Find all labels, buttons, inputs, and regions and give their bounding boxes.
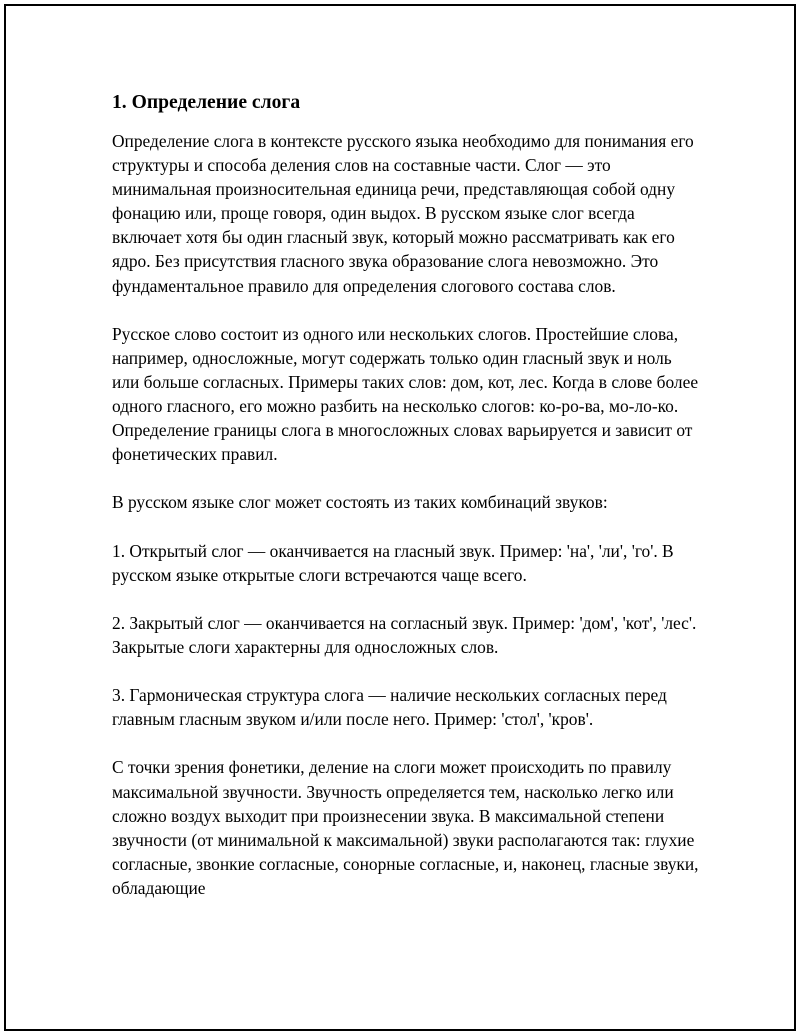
- document-body: [112, 90, 702, 924]
- section-heading: 1. Определение слога: [112, 92, 301, 113]
- paragraph-word-structure: Русское слово состоит из одного или нескольких слогов. Простейшие слова, например, односложные, могут содержать только один гласный звук и ноль или больше согласных. Примеры таких слов: дом, кот, лес. Когда в слове более одного гласного, его можно разбить на несколько слогов: ко-ро-ва, мо-ло-ко. Определение границы слога в многосложных словах варьируется и зависит от фонетических правил.: [112, 323, 699, 465]
- paragraph-sonority-rule: С точки зрения фонетики, деление на слоги может происходить по правилу максимальной звучности. Звучность определяется тем, насколько легко или сложно воздух выходит при произнесении звука. В максимальной степени звучности (от минимальной к максимальной) звуки располагаются так: глухие согласные, звонкие согласные, сонорные согласные, и, наконец, гласные звуки, обладающие: [112, 757, 699, 898]
- list-item-harmonic-structure: 3. Гармоническая структура слога — наличие нескольких согласных перед главным гласным звуком и/или после него. Пример: 'стол', 'кров'.: [112, 685, 667, 730]
- list-item-open-syllable: 1. Открытый слог — оканчивается на гласный звук. Пример: 'на', 'ли', 'го'. В русском языке открытые слоги встречаются чаще всего.: [112, 540, 674, 585]
- paragraph-syllable-definition: Определение слога в контексте русского языка необходимо для понимания его структуры и способа деления слов на составные части. Слог — это минимальная произносительная единица речи, представляющая собой одну фонацию или, проще говоря, один выдох. В русском языке слог всегда включает хотя бы один гласный звук, который можно рассматривать как его ядро. Без присутствия гласного звука образование слога невозможно. Это фундаментальное правило для определения слогового состава слов.: [112, 131, 694, 296]
- list-item-closed-syllable: 2. Закрытый слог — оканчивается на согласный звук. Пример: 'дом', 'кот', 'лес'. Закрытые слоги характерны для односложных слов.: [112, 612, 697, 657]
- paragraph-combinations-intro: В русском языке слог может состоять из таких комбинаций звуков:: [112, 492, 608, 513]
